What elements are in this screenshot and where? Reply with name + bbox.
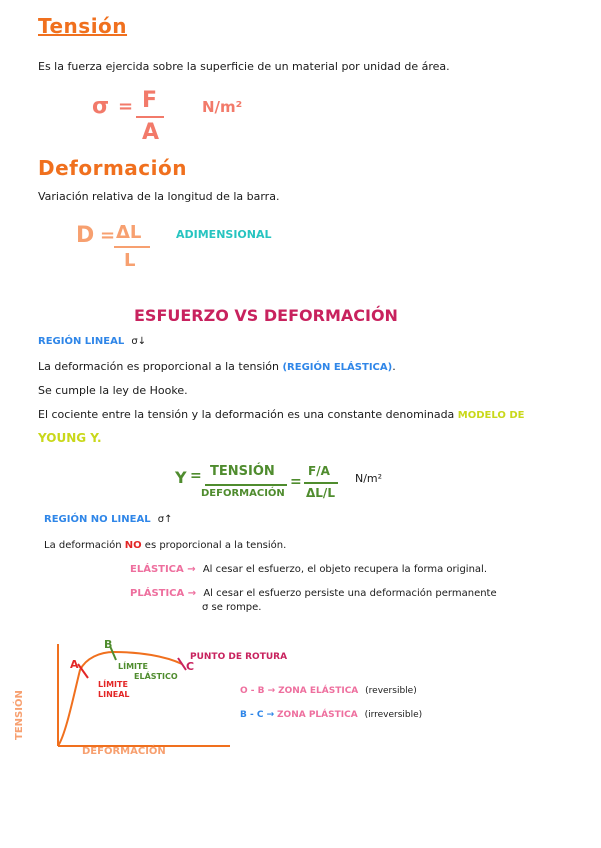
numerator-delta-l: ΔL <box>116 222 142 243</box>
y-axis-label: TENSIÓN <box>14 690 25 740</box>
legend-plastic-note: (irreversible) <box>364 710 423 720</box>
sigma-up-symbol: σ↑ <box>157 514 173 525</box>
equals-sign-y: = <box>190 468 202 484</box>
denominator-a: A <box>142 120 160 145</box>
plastica-text-2: σ se rompe. <box>202 602 262 613</box>
plastica-text: Al cesar el esfuerzo persiste una deformación permanente <box>203 588 497 599</box>
point-a-label: A <box>70 658 79 671</box>
no-highlight: NO <box>124 540 142 551</box>
point-b-label: B <box>104 638 113 651</box>
equals-sign: = <box>118 96 134 117</box>
denominator-l: L <box>124 250 136 271</box>
equals-sign-y2: = <box>290 474 302 490</box>
young-fraction-bar-2 <box>304 482 338 484</box>
plastica-label: PLÁSTICA → <box>130 588 197 599</box>
sigma-symbol: σ <box>92 94 110 119</box>
limite-elastico-label <box>118 662 178 682</box>
lineal-line-1-end: . <box>392 360 396 373</box>
legend-plastic-zone: ZONA PLÁSTICA <box>277 710 358 720</box>
tension-title: Tensión <box>38 14 128 38</box>
plastica-row <box>130 588 497 599</box>
young-description <box>38 408 525 421</box>
modelo-de-highlight: MODELO DE <box>457 410 525 421</box>
young-y-highlight: YOUNG Y. <box>38 431 102 445</box>
legend-plastic-range: B - C → <box>240 710 275 720</box>
legend-row-plastic <box>240 710 422 720</box>
limite-lineal-line-2: LINEAL <box>98 690 130 699</box>
lineal-line-1-text: La deformación es proporcional a la tensión <box>38 360 283 373</box>
no-lineal-text-end: es proporcional a la tensión. <box>141 540 287 551</box>
legend-elastic-note: (reversible) <box>365 686 417 696</box>
sigma-down-symbol: σ↓ <box>131 336 147 347</box>
fraction-bar <box>136 116 164 118</box>
y-symbol: Y <box>175 468 187 487</box>
no-lineal-line <box>44 540 286 551</box>
region-no-lineal-heading <box>44 514 172 525</box>
adimensional-note: ADIMENSIONAL <box>176 228 272 241</box>
esfuerzo-title: ESFUERZO VS DEFORMACIÓN <box>134 306 398 325</box>
punto-rotura-label: PUNTO DE ROTURA <box>190 652 288 662</box>
d-symbol: D <box>76 223 95 248</box>
no-lineal-text-start: La deformación <box>44 540 125 551</box>
equals-sign-d: = <box>100 225 116 246</box>
elastica-text: Al cesar el esfuerzo, el objeto recupera la forma original. <box>202 564 487 575</box>
region-lineal-heading <box>38 336 146 347</box>
hooke-line: Se cumple la ley de Hooke. <box>38 384 188 397</box>
region-elastica-highlight: (REGIÓN ELÁSTICA) <box>282 362 393 373</box>
delta-l-over-l: ΔL/L <box>306 486 335 500</box>
young-description-text: El cociente entre la tensión y la deformación es una constante denominada <box>38 408 458 421</box>
deformacion-title: Deformación <box>38 156 187 180</box>
limite-elastico-line-2: ELÁSTICO <box>134 672 178 681</box>
tension-definition: Es la fuerza ejercida sobre la superficie de un material por unidad de área. <box>38 60 450 73</box>
lineal-line-1 <box>38 360 396 373</box>
elastica-label: ELÁSTICA → <box>130 564 196 575</box>
legend-row-elastic <box>240 686 417 696</box>
point-c-mark <box>178 658 186 670</box>
young-unit: N/m² <box>355 472 383 485</box>
limite-lineal-label <box>98 680 130 700</box>
point-c-label: C <box>186 660 195 673</box>
legend-elastic-zone: ZONA ELÁSTICA <box>278 686 359 696</box>
legend-elastic-range: O - B → <box>240 686 276 696</box>
limite-lineal-line-1: LÍMITE <box>98 680 128 689</box>
deformacion-denominator: DEFORMACIÓN <box>201 488 285 499</box>
fraction-bar-d <box>114 246 150 248</box>
young-fraction-bar <box>205 484 287 486</box>
f-over-a: F/A <box>308 464 330 478</box>
deformacion-definition: Variación relativa de la longitud de la barra. <box>38 190 280 203</box>
limite-elastico-line-1: LÍMITE <box>118 662 148 671</box>
x-axis-label: DEFORMACIÓN <box>82 746 166 757</box>
elastica-row <box>130 564 487 575</box>
region-no-lineal-label: REGIÓN NO LINEAL <box>44 514 151 525</box>
tension-unit: N/m² <box>202 98 243 116</box>
numerator-f: F <box>142 88 158 113</box>
region-lineal-label: REGIÓN LINEAL <box>38 336 125 347</box>
tension-numerator: TENSIÓN <box>210 464 275 479</box>
